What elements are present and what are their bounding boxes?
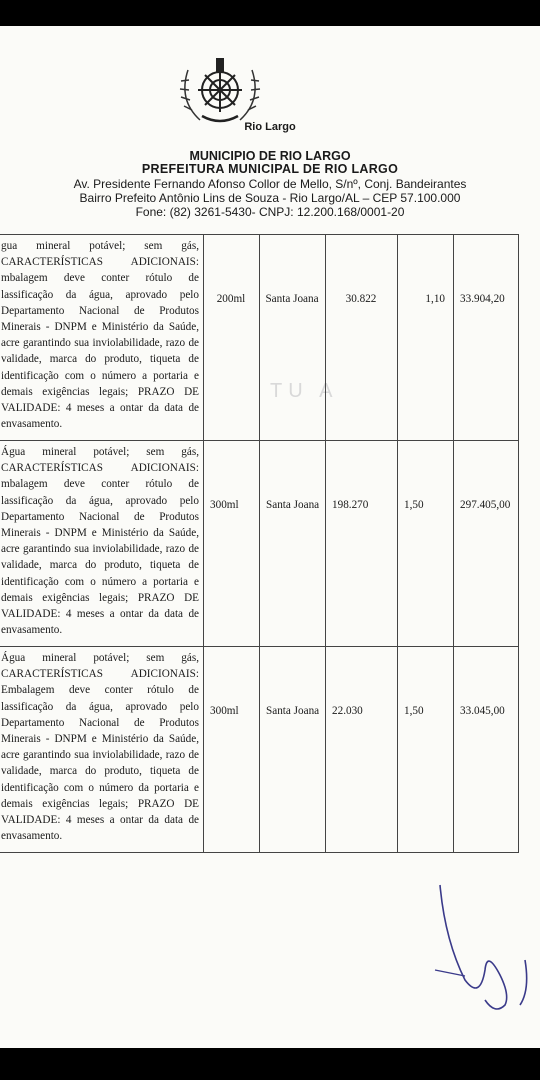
item-volume: 300ml: [204, 441, 260, 647]
item-quantity: 30.822: [326, 235, 398, 441]
item-quantity: 198.270: [326, 441, 398, 647]
items-table: [0, 234, 519, 853]
district-line: Bairro Prefeito Antônio Lins de Souza - Rio Largo/AL – CEP 57.100.000: [79, 191, 461, 205]
item-total: 297.405,00: [454, 441, 519, 647]
municipality-title: MUNICIPIO DE RIO LARGO: [189, 149, 351, 163]
table-row: [0, 647, 519, 853]
watermark-text: TU A: [270, 380, 339, 402]
item-description: Água mineral potável; sem gás, CARACTERÍSTICAS ADICIONAIS: mbalagem deve conter rótulo de lassificação da água, aprovado pelo Departamento Nacional de Produtos Minerais - DNPM e Ministério da Saúde, acre garantindo sua inviolabilidade, razo de validade, marca do produto, tiqueta de identificação com o número a portaria e demais exigências legais; PRAZO DE VALIDADE: 4 meses a ontar da data de envasamento.: [0, 441, 204, 647]
item-volume: 200ml: [204, 235, 260, 441]
address-line: Av. Presidente Fernando Afonso Collor de Mello, S/nº, Conj. Bandeirantes: [73, 177, 467, 191]
item-quantity: 22.030: [326, 647, 398, 853]
bottom-black-bar: [0, 1048, 540, 1080]
logo-caption: Rio Largo: [244, 121, 296, 133]
item-unit-price: 1,50: [398, 647, 454, 853]
item-brand: Santa Joana: [260, 441, 326, 647]
item-total: 33.045,00: [454, 647, 519, 853]
prefecture-title: PREFEITURA MUNICIPAL DE RIO LARGO: [141, 162, 399, 176]
item-description: gua mineral potável; sem gás, CARACTERÍSTICAS ADICIONAIS: mbalagem deve conter rótulo de lassificação da água, aprovado pelo Departamento Nacional de Produtos Minerais - DNPM e Ministério da Saúde, acre garantindo sua inviolabilidade, razo de validade, marca do produto, tiqueta de identificação com o número a portaria e demais exigências legais; PRAZO DE VALIDADE: 4 meses a ontar da data de envasamento.: [0, 235, 204, 441]
item-brand: Santa Joana: [260, 647, 326, 853]
item-unit-price: 1,10: [398, 235, 454, 441]
table-row: [0, 235, 519, 441]
item-brand: Santa Joana: [260, 235, 326, 441]
item-unit-price: 1,50: [398, 441, 454, 647]
item-volume: 300ml: [204, 647, 260, 853]
table-row: [0, 441, 519, 647]
handwritten-signature-icon: [425, 880, 535, 1020]
item-total: 33.904,20: [454, 235, 519, 441]
item-description: Água mineral potável; sem gás, CARACTERÍSTICAS ADICIONAIS: Embalagem deve conter rótulo de lassificação da água, aprovado pelo Departamento Nacional de Produtos Minerais - DNPM e Ministério da Saúde, acre garantindo sua inviolabilidade, razo de validade, marca do produto, tiqueta de identificação com o número da portaria e demais exigências legais; PRAZO DE VALIDADE: 4 meses a ontar da data de envasamento.: [0, 647, 204, 853]
contact-line: Fone: (82) 3261-5430- CNPJ: 12.200.168/0001-20: [135, 205, 405, 219]
top-black-bar: [0, 0, 540, 26]
